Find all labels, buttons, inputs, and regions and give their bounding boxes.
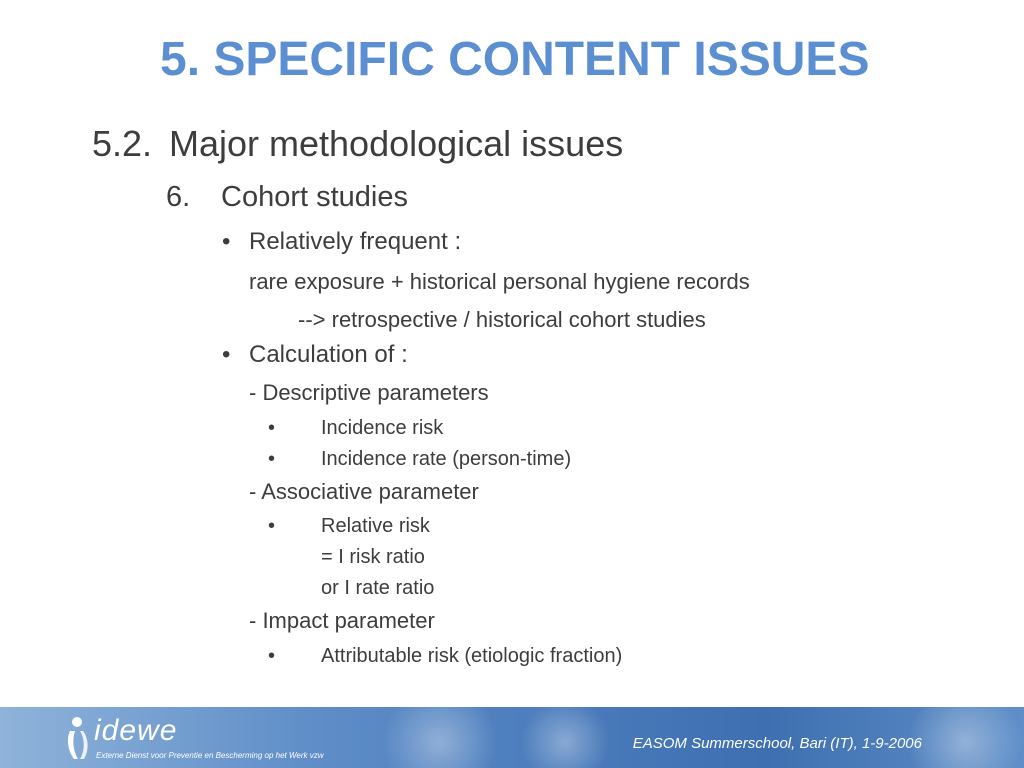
continuation-line: or I rate ratio [321,577,435,599]
section-text: Major methodological issues [169,123,624,164]
bullet-icon: • [222,341,231,368]
sub-bullet [268,644,622,668]
bullet-detail-line: rare exposure + historical personal hygiene records [249,269,750,294]
logo-wordmark: idewe [94,714,178,747]
footer-photo-shape [520,707,610,768]
bullet-icon: • [268,417,276,439]
group-heading: - Descriptive parameters [249,380,489,405]
bullet-icon: • [222,228,231,255]
bullet-text: Calculation of : [249,341,408,368]
slide-title: 5. SPECIFIC CONTENT ISSUES [160,33,870,86]
sub-bullet-text: Attributable risk (etiologic fraction) [321,645,623,667]
continuation-line: = I risk ratio [321,546,425,568]
footer-photo-shape [380,707,500,768]
idewe-figure-icon [64,715,90,763]
sub-bullet [268,514,430,538]
footer-event-text: EASOM Summerschool, Bari (IT), 1-9-2006 [632,735,922,752]
sub-bullet [268,447,571,471]
subsection-text: Cohort studies [221,181,408,213]
sub-bullet-text: Relative risk [321,515,430,537]
logo-tagline: Externe Dienst voor Preventie en Bescherming op het Werk vzw [96,751,324,760]
group-heading: - Impact parameter [249,608,435,633]
sub-bullet-text: Incidence risk [321,417,444,439]
subsection-heading [166,180,408,214]
bullet-detail-line: --> retrospective / historical cohort studies [298,307,706,332]
bullet-icon: • [268,448,276,470]
section-number: 5.2. [92,123,153,164]
bullet-calculation [222,340,408,370]
bullet-text: Relatively frequent : [249,228,462,255]
sub-bullet-text: Incidence rate (person-time) [321,448,572,470]
section-heading [92,123,623,165]
group-heading: - Associative parameter [249,479,479,504]
idewe-logo [64,713,364,763]
bullet-icon: • [268,515,276,537]
bullet-relatively-frequent [222,227,461,257]
bullet-icon: • [268,645,276,667]
subsection-number: 6. [166,181,191,213]
sub-bullet [268,416,443,440]
footer-banner [0,707,1024,768]
